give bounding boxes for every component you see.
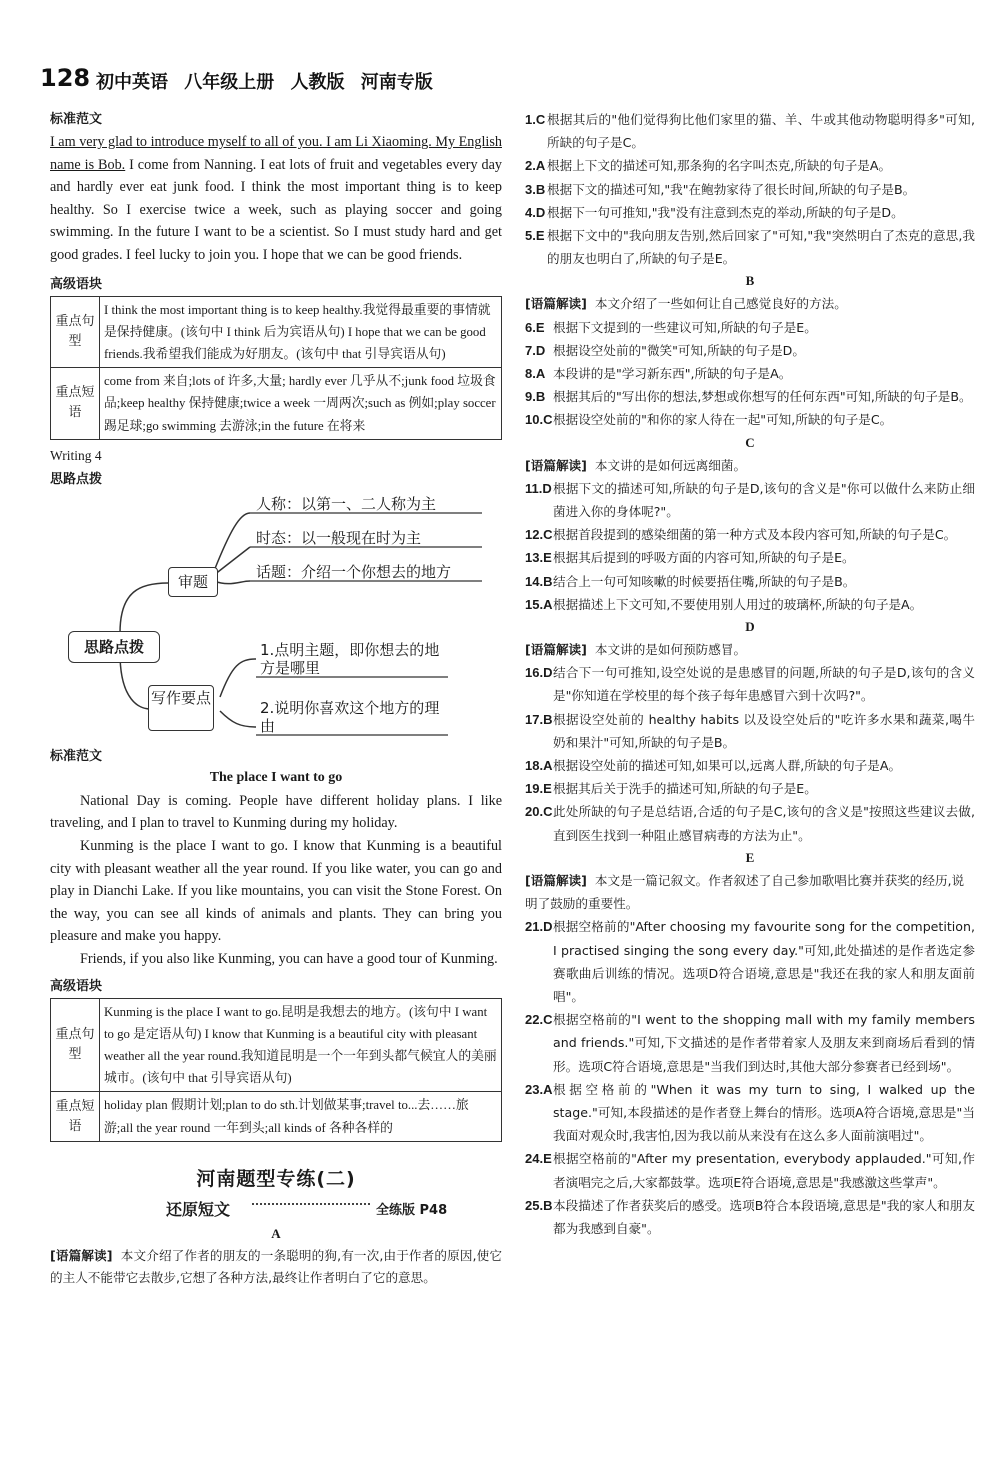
mind-map xyxy=(50,491,502,741)
passage-letter-e: E xyxy=(745,849,755,865)
answer-item: 12.C 根据首段提到的感染细菌的第一种方式及本段内容可知,所缺的句子是C。 xyxy=(525,527,957,543)
answer-item: 25.B 本段描述了作者获奖后的感受。选项B符合本段语境,意思是"我的家人和朋友都为我感到自豪"。 xyxy=(525,1197,975,1236)
phrases-table-2 xyxy=(50,998,502,1142)
answer-item: 9.B 根据其后的"写出你的想法,梦想或你想写的任何东西"可知,所缺的句子是B。 xyxy=(525,389,972,405)
section-label-thinking: 思路点拨 xyxy=(50,471,103,487)
leader-dots xyxy=(252,1203,370,1205)
passage-intro-a: [语篇解读] 本文介绍了作者的朋友的一条聪明的狗,有一次,由于作者的原因,使它的主人不能带它去散步,它想了各种方法,最终让作者明白了它的意思。 xyxy=(50,1247,502,1285)
passage-letter-a: A xyxy=(271,1225,281,1241)
page-number: 128 xyxy=(40,64,91,92)
book-title: 初中英语 八年级上册 人教版 河南专版 xyxy=(96,72,433,93)
answer-item: 1.C 根据其后的"他们觉得狗比他们家里的猫、羊、牛或其他动物聪明得多"可知,所缺的句子是C。 xyxy=(525,112,975,151)
writing-label: Writing 4 xyxy=(50,447,102,463)
passage-intro-c: [语篇解读] 本文讲的是如何远离细菌。 xyxy=(525,457,747,473)
answer-item: 17.B 根据设空处前的 healthy habits 以及设空处后的"吃许多水果和蔬菜,喝牛奶和果汁"可知,所缺的句子是B。 xyxy=(525,711,975,750)
phrases-table-1 xyxy=(50,296,502,440)
answer-item: 21.D 根据空格前的"After choosing my favourite song for the competition, I practised singing the song every day."可知,此处描述的是作者选定参赛歌曲后训练的情况。选项D符合语境,意思是"我还在我的家人和朋友面前唱"。 xyxy=(525,919,975,1004)
passage-letter-d: D xyxy=(745,619,755,635)
answer-item: 22.C 根据空格前的"I went to the shopping mall with my family members and friends."可知,下文描述的是作者带着家人及朋友来到商场后看到的情形。选项C符合语境,意思是"当我们到达时,其他大部分参赛者已经到场"。 xyxy=(525,1012,975,1074)
essay-1-body: I come from Nanning. I eat lots of fruit and vegetables every day and hardly ever eat junk food. I think the most important thing is to keep healthy. So I exercise twice a week, such as playing soccer and going swimming. In the future I want to be a scientist. So I must study hard and get good grades. I feel lucky to join you. I hope that we can be good friends. xyxy=(50,156,502,263)
answer-item: 13.E 根据其后提到的呼吸方面的内容可知,所缺的句子是E。 xyxy=(525,550,855,566)
passage-intro-b: [语篇解读] 本文介绍了一些如何让自己感觉良好的方法。 xyxy=(525,296,847,312)
answer-item: 7.D 根据设空处前的"微笑"可知,所缺的句子是D。 xyxy=(525,342,805,358)
essay-1-underlined: I am very glad to introduce myself to all of you. I am Li Xiaoming. My English name is Bob. xyxy=(50,134,502,173)
answer-item: 19.E 根据其后关于洗手的描述可知,所缺的句子是E。 xyxy=(525,781,817,797)
answer-item: 6.E 根据下文提到的一些建议可知,所缺的句子是E。 xyxy=(525,319,817,335)
answer-item: 24.E 根据空格前的"After my presentation, everybody applauded."可知,作者演唱完之后,大家都鼓掌。选项E符合语境,意思是"我感激这些掌声"。 xyxy=(525,1151,975,1190)
practice-page-ref: 全练版 P48 xyxy=(376,1202,448,1218)
mind-map-tense-item: 时态：以一般现在时为主 xyxy=(256,528,422,547)
section-label-advanced-phrases-2: 高级语块 xyxy=(50,978,103,994)
practice-type: 还原短文 xyxy=(166,1199,231,1219)
table-cell-key-sentences: I think the most important thing is to keep healthy.我觉得最重要的事情就是保持健康。(该句中 I think 后为宾语从句) I hope that we can be good friends.我希望我们能成为好朋友。(该句中 that 引导宾语从句) xyxy=(100,296,502,368)
answer-item: 23.A 根据空格前的"When it was my turn to sing, I walked up the stage."可知,本段描述的是作者登上舞台的情形。选项A符合语境,意思是"当我面对观众时,我害怕,因为我以前从来没有在这么多人面前演唱过"。 xyxy=(525,1081,975,1144)
passage-letter-b: B xyxy=(745,273,755,289)
table-label-key-phrases: 重点短语 xyxy=(51,1092,100,1141)
mind-map-center: 思路点拨 xyxy=(68,631,160,663)
mind-map-person-item: 人称：以第一、二人称为主 xyxy=(256,494,437,513)
right-column-answers xyxy=(525,108,975,1240)
essay-2-paragraph: National Day is coming. People have different holiday plans. I like traveling, and I plan to travel to Kunming during my holiday. xyxy=(50,792,502,832)
section-label-standard-essay: 标准范文 xyxy=(50,112,103,127)
essay-2-title: The place I want to go xyxy=(209,769,343,785)
table-label-key-sentences: 重点句型 xyxy=(51,998,100,1092)
answer-item: 4.D 根据下一句可推知,"我"没有注意到杰克的举动,所缺的句子是D。 xyxy=(525,204,904,220)
answer-item: 3.B 根据下文的描述可知,"我"在鲍勃家待了很长时间,所缺的句子是B。 xyxy=(525,181,916,197)
practice-title: 河南题型专练(二) xyxy=(196,1167,356,1190)
essay-2 xyxy=(50,790,502,971)
mind-map-branch-review: 审题 xyxy=(168,567,218,597)
section-label-advanced-phrases: 高级语块 xyxy=(50,276,103,292)
section-label-standard-essay-2: 标准范文 xyxy=(50,748,103,764)
mind-map-topic-item: 话题：介绍一个你想去的地方 xyxy=(256,562,452,581)
answer-item: 16.D 结合下一句可推知,设空处说的是患感冒的问题,所缺的句子是D,该句的含义是"你知道在学校里的每个孩子每年患感冒六到十次吗?"。 xyxy=(525,665,975,704)
answer-item: 5.E 根据下文中的"我向朋友告别,然后回家了"可知,"我"突然明白了杰克的意思,我的朋友也明白了,所缺的句子是E。 xyxy=(525,228,975,267)
page-header xyxy=(40,64,980,94)
essay-2-paragraph: Friends, if you also like Kunming, you can have a good tour of Kunming. xyxy=(80,950,498,967)
mind-map-point-1: 1.点明主题，即你想去的地方是哪里 xyxy=(260,640,440,677)
table-label-key-sentences: 重点句型 xyxy=(51,296,100,368)
essay-2-paragraph: Kunming is the place I want to go. I know that Kunming is a beautiful city with pleasant weather all the year round. If you like water, you can go and play in Dianchi Lake. If you like mountains, you can visit the Stone Forest. On the way, you can see all kinds of animals and plants. They can bring you pleasure and make you happy. xyxy=(50,837,502,945)
mind-map-branch-writing-points: 写作要点 xyxy=(148,685,214,731)
practice-subheading xyxy=(50,1197,502,1223)
answer-item: 14.B 结合上一句可知咳嗽的时候要捂住嘴,所缺的句子是B。 xyxy=(525,573,856,589)
answer-item: 2.A 根据上下文的描述可知,那条狗的名字叫杰克,所缺的句子是A。 xyxy=(525,158,892,174)
table-cell-key-phrases: come from 来自;lots of 许多,大量; hardly ever 几乎从不;junk food 垃圾食品;keep healthy 保持健康;twice a week 一周两次;such as 例如;play soccer 踢足球;go swimming 去游泳;in the future 在将来 xyxy=(100,368,502,440)
table-label-key-phrases: 重点短语 xyxy=(51,368,100,440)
mind-map-point-2: 2.说明你喜欢这个地方的理由 xyxy=(260,698,440,735)
passage-letter-c: C xyxy=(745,434,755,450)
table-cell-key-sentences: Kunming is the place I want to go.昆明是我想去的地方。(该句中 I want to go 是定语从句) I know that Kunming is a beautiful city with pleasant weather all the year round.我知道昆明是一个一年到头都气候宜人的美丽城市。(该句中 that 引导宾语从句) xyxy=(100,998,502,1092)
passage-intro-d: [语篇解读] 本文讲的是如何预防感冒。 xyxy=(525,642,747,658)
essay-1 xyxy=(50,131,502,267)
table-cell-key-phrases: holiday plan 假期计划;plan to do sth.计划做某事;travel to...去……旅游;all the year round 一年到头;all kinds of 各种各样的 xyxy=(100,1092,502,1141)
answer-item: 20.C 此处所缺的句子是总结语,合适的句子是C,该句的含义是"按照这些建议去做,直到医生找到一种阻止感冒病毒的方法为止"。 xyxy=(525,804,975,843)
answer-item: 8.A 本段讲的是"学习新东西",所缺的句子是A。 xyxy=(525,366,792,382)
answer-item: 11.D 根据下文的描述可知,所缺的句子是D,该句的含义是"你可以做什么来防止细菌进入你的身体呢?"。 xyxy=(525,480,975,520)
passage-intro-e: [语篇解读] 本文是一篇记叙文。作者叙述了自己参加歌唱比赛并获奖的经历,说明了鼓励的重要性。 xyxy=(525,872,965,912)
answer-item: 15.A 根据描述上下文可知,不要使用别人用过的玻璃杯,所缺的句子是A。 xyxy=(525,596,923,612)
answer-item: 18.A 根据设空处前的描述可知,如果可以,远离人群,所缺的句子是A。 xyxy=(525,758,902,774)
answer-item: 10.C 根据设空处前的"和你的家人待在一起"可知,所缺的句子是C。 xyxy=(525,412,893,428)
left-column xyxy=(50,108,502,1289)
